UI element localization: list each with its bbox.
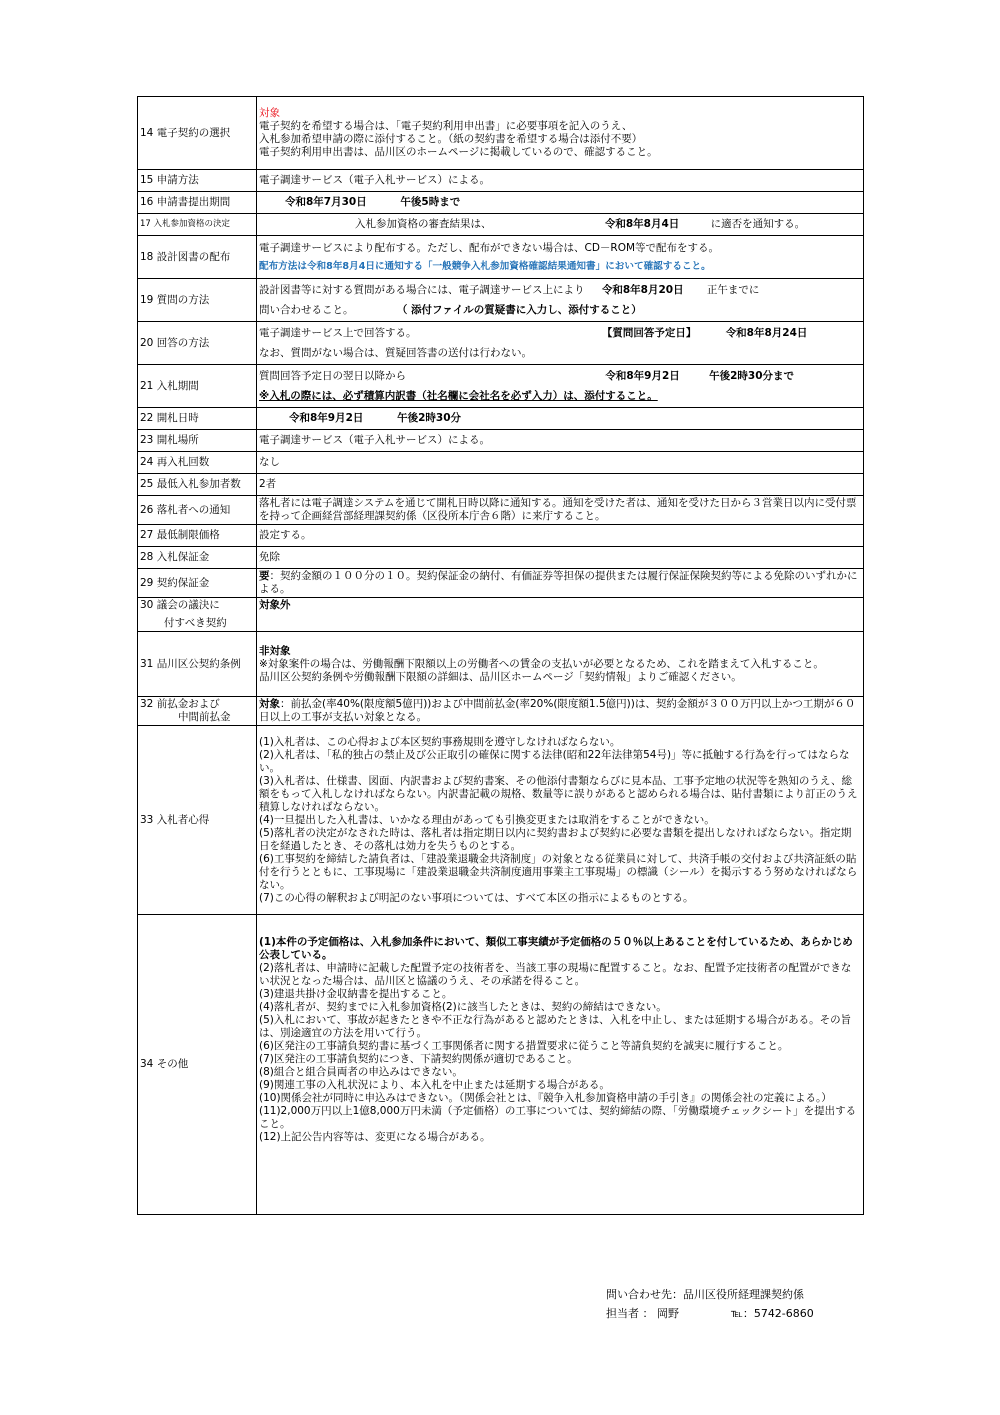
table-row — [138, 726, 864, 915]
list-item: (10)関係会社が同時に申込みはできない。（関係会社とは、『競争入札参加資格申請の手引き』の関係会社の定義による。） — [259, 1092, 832, 1104]
contact-block — [606, 1285, 814, 1323]
row-content — [257, 365, 864, 408]
person-name: 担当者 ： 岡野 — [606, 1307, 679, 1320]
list-item: (6)工事契約を締結した請負者は、「建設業退職金共済制度」の対象となる従業員に対して、共済手帳の交付および共済証紙の貼付を行うとともに、工事現場に「建設業退職金共済制度適用事業主工事現場」の標識（シール）を掲示するう努めなければならない。 — [259, 852, 858, 891]
date-text: 令和8年9月2日 — [289, 412, 364, 424]
table-row — [138, 236, 864, 279]
row-content — [257, 915, 864, 1215]
text-line: 電子調達サービスにより配布する。ただし、配布ができない場合は、CD－ROM等で配布をする。 — [259, 241, 720, 254]
row-label — [138, 697, 257, 726]
label-line: 中間前払金 — [178, 711, 231, 723]
row-content — [257, 726, 864, 915]
list-item: (3)入札者は、仕様書、図面、内訳書および契約書案、その他添付書類ならびに見本品、工事予定地の状況等を熟知のうえ、総額をもって入札しなければならない。内訳書記載の規格、数量等に誤りがあると認められる場合は、貼付書類により訂正のうえ積算しなければならない。 — [259, 774, 858, 813]
row-label: 16 申請書提出期間 — [138, 192, 257, 214]
target-note: 対象 — [259, 107, 280, 119]
text-line: 落札者には電子調達システムを通じて開札日時以降に通知する。通知を受けた者は、通知を受けた日から３営業日以内に受付票を持って企画経営部経理課契約係（区役所本庁舎６階）に来庁すること。 — [259, 497, 857, 522]
row-content — [257, 322, 864, 365]
contact-line: 問い合わせ先：品川区役所経理課契約係 — [606, 1288, 804, 1301]
text-line: 問い合わせること。 — [259, 303, 354, 316]
row-label: 25 最低入札参加者数 — [138, 474, 257, 496]
row-content — [257, 214, 864, 236]
row-content: 2者 — [257, 474, 864, 496]
text-line: なお、質問がない場合は、質疑回答書の送付は行わない。 — [259, 346, 532, 359]
list-item: (2)入札者は、「私的独占の禁止及び公正取引の確保に関する法律(昭和22年法律第54号)」等に抵触する行為を行ってはならない。 — [259, 748, 850, 774]
row-content — [257, 97, 864, 170]
row-label — [138, 598, 257, 632]
row-content — [257, 632, 864, 697]
date-text: 令和8年8月4日 — [604, 218, 680, 230]
list-item: (7)この心得の解釈および明記のない事項については、すべて本区の指示によるものとする。 — [259, 891, 694, 904]
row-label: 17 入札参加資格の決定 — [138, 214, 257, 236]
text-line: ：契約金額の１００分の１０。契約保証金の納付、有価証券等担保の提供または履行保証保険契約等による免除のいずれかによる。 — [259, 570, 858, 595]
attachment-note: （ 添付ファイルの質疑書に入力し、添付すること） — [396, 303, 642, 316]
time-text: 午後2時30分 — [397, 412, 461, 424]
tel-number: ℡：5742-6860 — [731, 1307, 814, 1320]
row-label: 23 開札場所 — [138, 430, 257, 452]
row-label: 26 落札者への通知 — [138, 496, 257, 525]
row-label: 34 その他 — [138, 915, 257, 1215]
list-item: (7)区発注の工事請負契約につき、下請契約関係が適切であること。 — [259, 1053, 578, 1065]
list-item: (12)上記公告内容等は、変更になる場合がある。 — [259, 1131, 491, 1143]
list-item: (1)本件の予定価格は、入札参加条件において、類似工事実績が予定価格の５０％以上あることを付しているため、あらかじめ公表している。 — [259, 936, 853, 961]
row-label: 19 質問の方法 — [138, 279, 257, 322]
list-item: (4)落札者が、契約までに入札参加資格(2)に該当したときは、契約の締結はできない。 — [259, 1001, 667, 1013]
text-line: 電子契約を希望する場合は、「電子契約利用申出書」に必要事項を記入のうえ、 — [259, 120, 633, 132]
non-target-mark: 非対象 — [259, 644, 291, 657]
row-label: 29 契約保証金 — [138, 569, 257, 598]
table-row — [138, 569, 864, 598]
contact-person-line — [606, 1304, 814, 1323]
row-content: 電子調達サービス（電子入札サービス）による。 — [257, 170, 864, 192]
row-content: なし — [257, 452, 864, 474]
table-row — [138, 915, 864, 1215]
table-row — [138, 525, 864, 547]
table-row — [138, 430, 864, 452]
text-line: 正午までに — [706, 283, 760, 296]
list-item: (4)一旦提出した入札書は、いかなる理由があっても引換変更または取消をすることができない。 — [259, 813, 715, 826]
document-table-container — [137, 96, 864, 1215]
list-item: (9)関連工事の入札状況により、本入札を中止または延期する場合がある。 — [259, 1079, 610, 1091]
table-row — [138, 496, 864, 525]
row-label: 15 申請方法 — [138, 170, 257, 192]
row-label: 20 回答の方法 — [138, 322, 257, 365]
list-item: (1)入札者は、この心得および本区契約事務規則を遵守しなければならない。 — [259, 735, 621, 748]
bid-note: ※入札の際には、必ず積算内訳書（社名欄に会社名を必ず入力）は、添付すること。 — [259, 389, 658, 402]
list-item: (11)2,000万円以上1億8,000万円未満（予定価格）の工事については、契約締結の際、「労働環境チェックシート」を提出すること。 — [259, 1105, 857, 1130]
text-line: 質問回答予定日の翌日以降から — [259, 369, 406, 382]
row-content — [257, 408, 864, 430]
row-label: 24 再入札回数 — [138, 452, 257, 474]
text-line: 設計図書等に対する質問がある場合には、電子調達サービス上により — [259, 283, 585, 296]
row-content — [257, 569, 864, 598]
table-row — [138, 408, 864, 430]
table-row — [138, 170, 864, 192]
text-line: ※対象案件の場合は、労働報酬下限額以上の労働者への賃金の支払いが必要となるため、これを踏まえて入札すること。 — [259, 657, 824, 670]
text-line: 品川区公契約条例や労働報酬下限額の詳細は、品川区ホームページ「契約情報」よりご確認ください。 — [259, 670, 742, 683]
table-row — [138, 322, 864, 365]
label-line: 付すべき契約 — [164, 617, 227, 629]
required-mark: 要 — [259, 570, 270, 582]
list-item: (2)落札者は、申請時に記載した配置予定の技術者を、当該工事の現場に配置すること。なお、配置予定技術者の配置ができない状況となった場合は、品川区と協議のうえ、その承諾を得ること。 — [259, 962, 852, 987]
target-mark: 対象 — [259, 698, 280, 710]
text-line: 入札参加希望申請の際に添付すること。（紙の契約書を希望する場合は添付不要） — [259, 133, 643, 145]
date-text: 令和8年8月24日 — [725, 326, 808, 339]
label-line: 30 議会の議決に — [140, 599, 220, 611]
text-line: に適否を通知する。 — [710, 218, 806, 230]
date-text: 令和8年7月30日 — [285, 196, 367, 208]
text-line: ：前払金(率40%(限度額5億円))および中間前払金(率20%(限度額1.5億円))は、契約金額が３００万円以上かつ工期が６０日以上の工事が支払い対象となる。 — [259, 698, 856, 723]
table-row — [138, 598, 864, 632]
table-row — [138, 697, 864, 726]
table-row — [138, 452, 864, 474]
list-item: (5)落札者の決定がなされた時は、落札者は指定期日以内に契約書および契約に必要な書類を提出しなければならない。指定期日を経過したとき、その落札は効力を失うものとする。 — [259, 826, 852, 852]
list-item: (8)組合と組合員両者の申込みはできない。 — [259, 1066, 463, 1078]
row-content — [257, 192, 864, 214]
text-line: 入札参加資格の審査結果は、 — [355, 218, 492, 230]
table-row — [138, 279, 864, 322]
row-label: 21 入札期間 — [138, 365, 257, 408]
row-label: 18 設計図書の配布 — [138, 236, 257, 279]
notice-table — [137, 96, 864, 1215]
table-row — [138, 97, 864, 170]
label-line: 32 前払金および — [140, 698, 220, 710]
distribution-note: 配布方法は令和8年8月4日に通知する「一般競争入札参加資格確認結果通知書」において確認すること。 — [259, 260, 711, 272]
row-content — [257, 496, 864, 525]
row-content — [257, 279, 864, 322]
row-label — [138, 632, 257, 697]
row-content — [257, 697, 864, 726]
date-text: 令和8年9月2日 — [605, 369, 680, 382]
table-row — [138, 365, 864, 408]
row-label: 14 電子契約の選択 — [138, 97, 257, 170]
row-content — [257, 236, 864, 279]
table-row — [138, 192, 864, 214]
date-text: 令和8年8月20日 — [601, 283, 684, 296]
list-item: (6)区発注の工事請負契約書に基づく工事関係者に関する措置要求に従うこと等請負契約を誠実に履行すること。 — [259, 1040, 789, 1052]
answer-date-tag: 【質問回答予定日】 — [601, 326, 697, 339]
row-content: 電子調達サービス（電子入札サービス）による。 — [257, 430, 864, 452]
row-label: 22 開札日時 — [138, 408, 257, 430]
table-row — [138, 474, 864, 496]
row-content: 設定する。 — [257, 525, 864, 547]
text-line: 電子調達サービス上で回答する。 — [259, 326, 417, 339]
list-item: (5)入札において、事故が起きたときや不正な行為があると認めたときは、入札を中止し、または延期する場合がある。その旨は、別途適宜の方法を用いて行う。 — [259, 1014, 852, 1039]
text-line: 電子契約利用申出書は、品川区のホームページに掲載しているので、確認すること。 — [259, 146, 658, 158]
table-row — [138, 547, 864, 569]
label-line: 31 品川区公契約条例 — [140, 657, 241, 670]
time-text: 午後5時まで — [400, 196, 461, 208]
row-content: 免除 — [257, 547, 864, 569]
row-label: 28 入札保証金 — [138, 547, 257, 569]
row-content: 対象外 — [257, 598, 864, 632]
row-label: 27 最低制限価格 — [138, 525, 257, 547]
row-label: 33 入札者心得 — [138, 726, 257, 915]
table-row — [138, 214, 864, 236]
table-row — [138, 632, 864, 697]
time-text: 午後2時30分まで — [709, 369, 795, 382]
list-item: (3)建退共掛け金収納書を提出すること。 — [259, 988, 453, 1000]
